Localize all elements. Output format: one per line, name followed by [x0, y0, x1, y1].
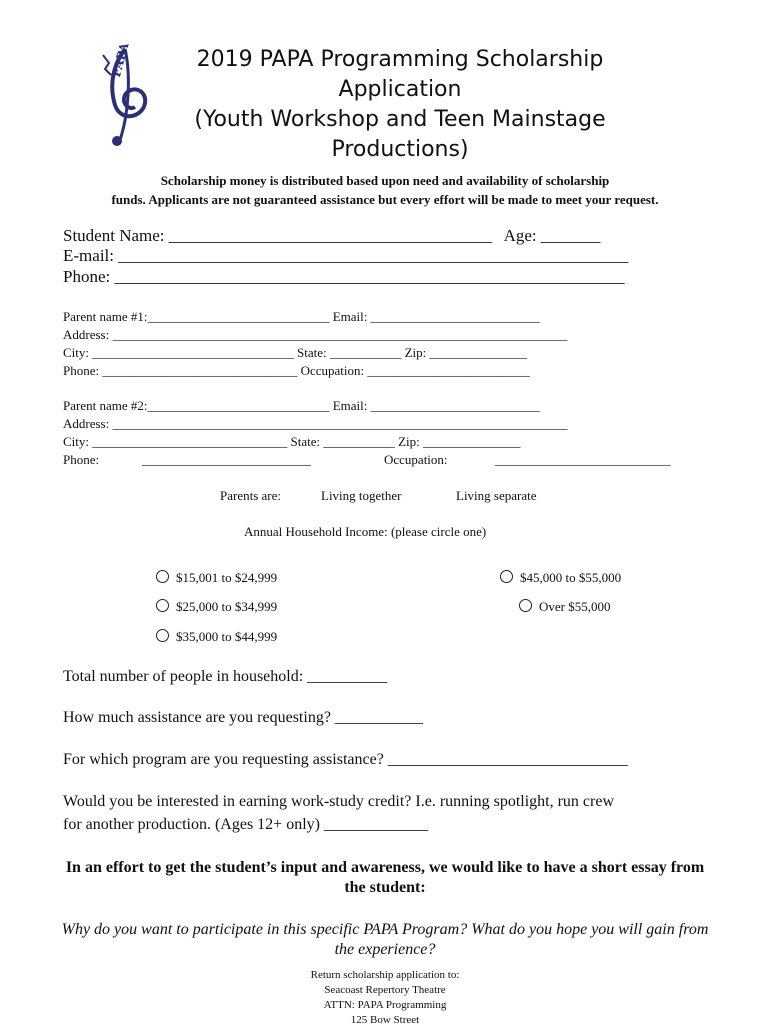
income-option-4: $45,000 to $55,000 [520, 570, 622, 585]
income-option-2: $25,000 to $34,999 [176, 599, 278, 614]
intro-line-1: Scholarship money is distributed based upon need and availability of scholarship [160, 173, 610, 188]
income-label: Annual Household Income: (please circle one) [244, 524, 487, 539]
income-radio-1[interactable] [156, 570, 169, 583]
parent2-occupation-label: Occupation: [384, 452, 448, 467]
parent2-phone-field[interactable]: __________________________ [142, 452, 311, 467]
parent1-city-field[interactable]: City: _______________________________ State: ___________ Zip: _______________ [63, 345, 528, 360]
student-name-field[interactable]: Student Name: ______________________________________ Age: _______ [63, 226, 601, 245]
parent1-address-field[interactable]: Address: ______________________________________________________________________ [63, 327, 568, 342]
workstudy-question-line-1: Would you be interested in earning work-study credit? I.e. running spotlight, run crew [63, 793, 615, 810]
title-line-3: (Youth Workshop and Teen Mainstage [194, 107, 606, 132]
essay-heading: In an effort to get the student’s input and awareness, we would like to have a short essay from the student: [65, 859, 705, 896]
student-phone-field[interactable]: Phone: ____________________________________________________________ [63, 267, 625, 286]
income-radio-2[interactable] [156, 599, 169, 612]
logo-text: PAPA [109, 41, 132, 79]
income-radio-5[interactable] [519, 599, 532, 612]
return-line-4: 125 Bow Street [350, 1014, 420, 1026]
parent1-name-field[interactable]: Parent name #1:____________________________ Email: __________________________ [63, 309, 540, 324]
workstudy-field[interactable]: for another production. (Ages 12+ only) _____________ [63, 816, 428, 833]
income-option-1: $15,001 to $24,999 [176, 570, 278, 585]
return-line-2: Seacoast Repertory Theatre [324, 984, 446, 996]
income-radio-3[interactable] [156, 629, 169, 642]
title-line-2: Application [338, 77, 462, 102]
assistance-amount-field[interactable]: How much assistance are you requesting? ___________ [63, 709, 423, 726]
student-email-field[interactable]: E-mail: ____________________________________________________________ [63, 246, 629, 265]
title-line-1: 2019 PAPA Programming Scholarship [196, 47, 604, 72]
return-info [185, 968, 585, 1028]
parent2-address-field[interactable]: Address: ______________________________________________________________________ [63, 416, 568, 431]
parents-living-separate-option[interactable]: Living separate [456, 488, 537, 503]
return-line-3: ATTN: PAPA Programming [323, 999, 447, 1011]
parent2-city-field[interactable]: City: ______________________________ State: ___________ Zip: _______________ [63, 434, 521, 449]
intro-line-2: funds. Applicants are not guaranteed assistance but every effort will be made to meet your request. [111, 192, 659, 207]
income-radio-4[interactable] [500, 570, 513, 583]
parents-status-label: Parents are: [220, 488, 282, 503]
parent2-phone-label: Phone: [63, 452, 100, 467]
program-field[interactable]: For which program are you requesting assistance? ______________________________ [63, 751, 628, 768]
intro-text [55, 171, 715, 209]
page-title [160, 45, 640, 165]
household-count-field[interactable]: Total number of people in household: __________ [63, 668, 388, 685]
income-option-3: $35,000 to $44,999 [176, 629, 278, 644]
return-line-1: Return scholarship application to: [310, 969, 460, 981]
parent2-name-field[interactable]: Parent name #2:____________________________ Email: __________________________ [63, 398, 540, 413]
papa-logo [95, 41, 155, 150]
income-option-5: Over $55,000 [539, 599, 611, 614]
parents-living-together-option[interactable]: Living together [321, 488, 402, 503]
title-line-4: Productions) [331, 137, 469, 162]
parent2-occupation-field[interactable]: ___________________________ [495, 452, 671, 467]
essay-question: Why do you want to participate in this specific PAPA Program? What do you hope you will gain from the experience? [61, 921, 709, 958]
parent1-phone-field[interactable]: Phone: ______________________________ Occupation: _________________________ [63, 363, 530, 378]
